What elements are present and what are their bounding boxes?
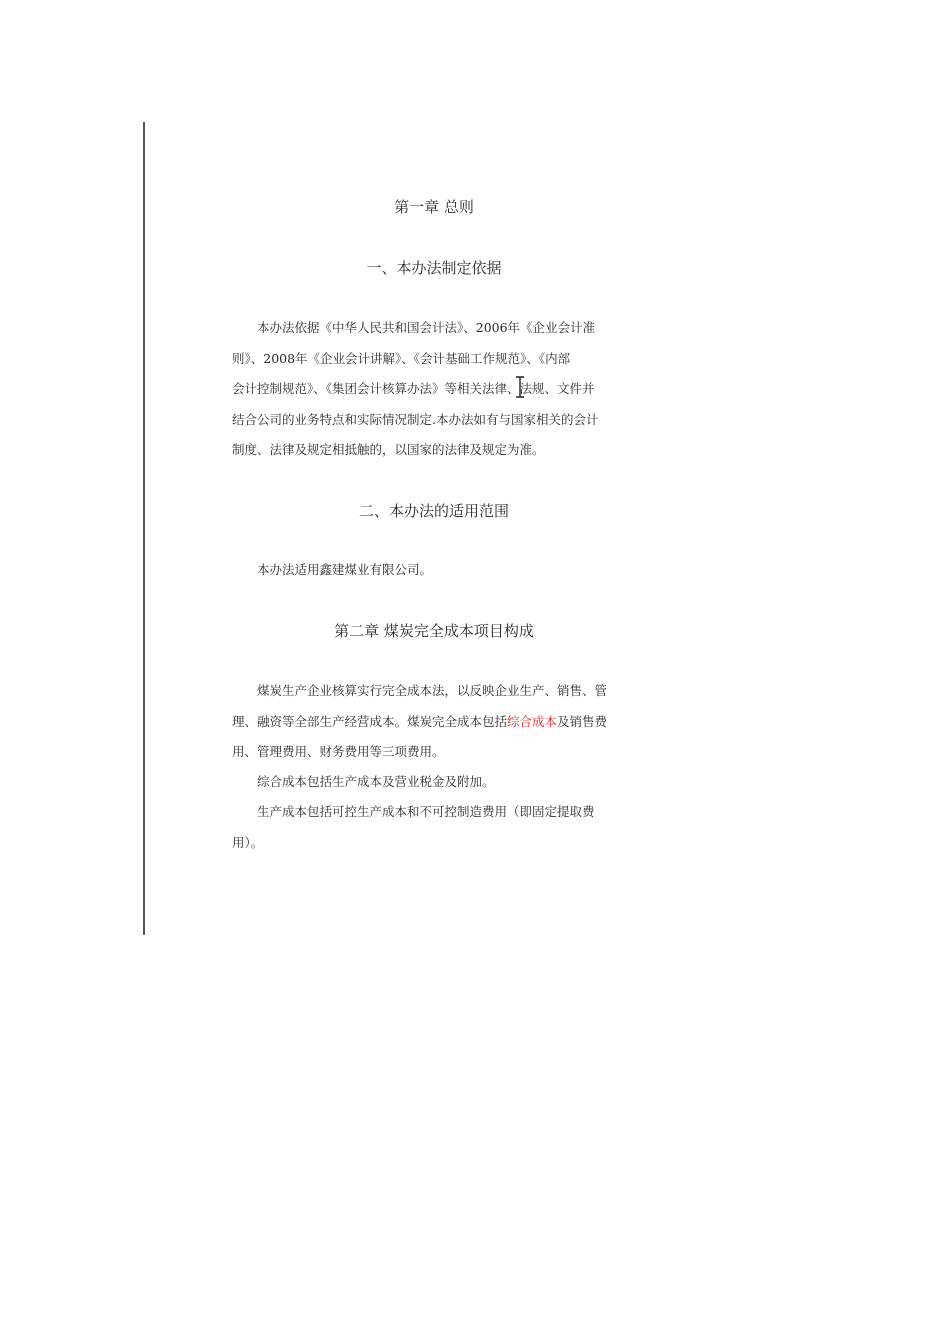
paragraph-line: 则》、2008年《企业会计讲解》、《会计基础工作规范》、《内部	[232, 350, 571, 366]
page-margin-line	[143, 122, 145, 935]
text-cursor-icon	[515, 376, 525, 398]
paragraph-line: 用、管理费用、财务费用等三项费用。	[232, 744, 445, 759]
chapter-2-paragraph-3	[232, 797, 636, 858]
paragraph-line: 会计控制规范》、《集团会计核算办法》等相关法律、法规、文件并	[232, 381, 595, 396]
paragraph-line: 生产成本包括可控生产成本和不可控制造费用（即固定提取费	[257, 804, 595, 819]
highlighted-term: 综合成本	[507, 713, 558, 729]
chapter-2-paragraph-2	[232, 767, 636, 798]
section-1-paragraph	[232, 313, 636, 466]
paragraph-line	[232, 707, 636, 738]
section-2-paragraph	[232, 555, 636, 586]
chapter-1-title: 第一章 总则	[394, 198, 474, 216]
paragraph-line: 综合成本包括生产成本及营业税金及附加。	[257, 774, 495, 789]
paragraph-text: 及销售费	[557, 713, 608, 729]
section-2-title: 二、本办法的适用范围	[358, 502, 509, 520]
chapter-2-title: 第二章 煤炭完全成本项目构成	[334, 622, 534, 640]
paragraph-line: 用）。	[232, 834, 264, 850]
section-1-title: 一、本办法制定依据	[366, 259, 502, 277]
paragraph-line: 本办法依据《中华人民共和国会计法》、2006年《企业会计准	[257, 320, 596, 335]
paragraph-line: 制度、法律及规定相抵触的，以国家的法律及规定为准。	[232, 442, 545, 457]
paragraph-line: 煤炭生产企业核算实行完全成本法，以反映企业生产、销售、管	[257, 683, 608, 698]
paragraph-line: 本办法适用鑫建煤业有限公司。	[257, 562, 433, 577]
paragraph-text: 理、融资等全部生产经营成本。煤炭完全成本包括	[232, 713, 508, 729]
paragraph-line: 结合公司的业务特点和实际情况制定.本办法如有与国家相关的会计	[232, 411, 599, 427]
chapter-2-paragraph-1	[232, 676, 636, 768]
